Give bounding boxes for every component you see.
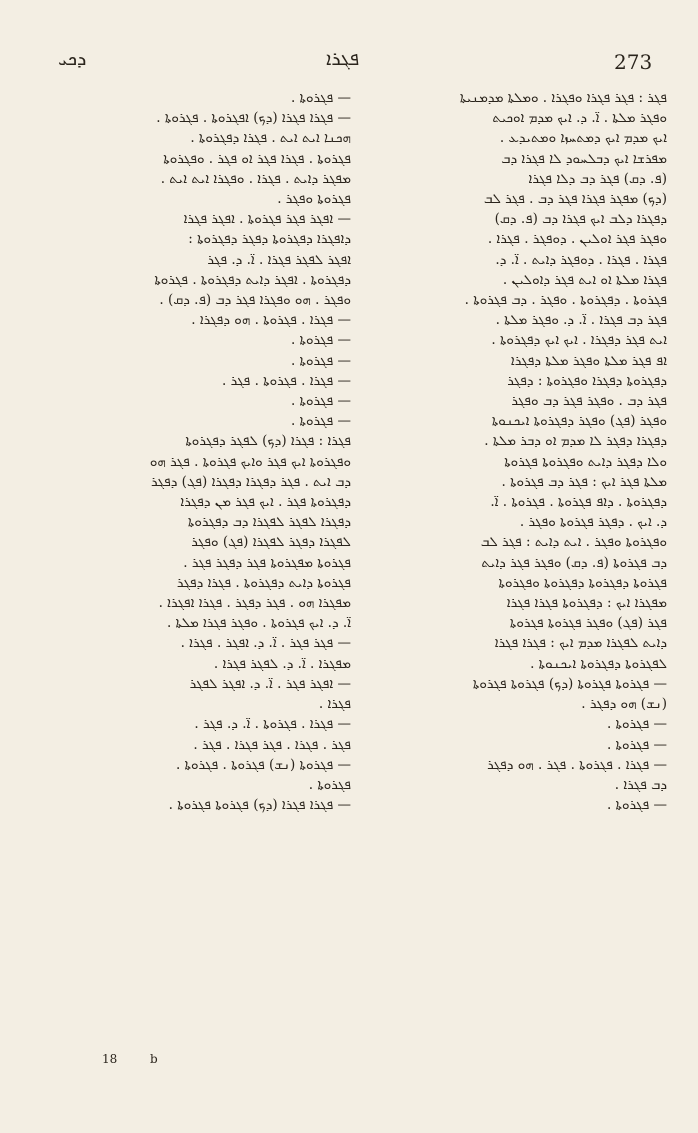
text-line: — ܦܓܪܐ ܦܓܪܐ (ܕܟ) ܦܓܪܘܬܐ ܦܓܪܘܬܐ .	[168, 797, 351, 814]
text-line: ܦܓܪܘܬܐ . ܕܦܓܪܘܬܐ . ܘܦܓܪ . ܕܒ ܦܓܪܘܬܐ .	[464, 292, 667, 309]
text-line: ܡܦܪܫܐ ܐܝܟ ܕܒܠܚܘܕ ܠܐ ܦܓܪܐ ܕܒ	[501, 150, 667, 167]
page-number: 273	[614, 50, 653, 74]
text-line: (ܢܫ) ܗܘ ܕܦܓܪ .	[581, 696, 667, 713]
text-line: ܘܦܓܪ (ܦܓ) ܘܦܓܪ ܕܦܓܪܘܬܐ ܐܝܟܢܘܬܐ	[491, 413, 667, 430]
running-head-center: ܦܓܪܐ	[326, 48, 360, 70]
text-line: ܦܓܪ ܕܒ . ܘܦܓܪ ܦܓܪ ܕܒ ܘܦܓܪ	[511, 393, 667, 410]
text-line: ܘܦܓܪ ܦܓܪ ܐܘܠܝܢ . ܕܘܦܓܪ . ܦܓܪܐ .	[487, 231, 667, 248]
right-text-column	[383, 88, 667, 1048]
text-line: — ܦܓܪܘܬܐ .	[290, 393, 351, 410]
text-line: — ܦܓܪܐ . ܦܓܪܘܬܐ . ܗܘ ܕܦܓܪܐ .	[191, 312, 351, 329]
text-line: ܦܓܪܐ : ܦܓܪܐ (ܕܟ) ܠܦܓܪ ܕܦܓܪܘܬܐ	[185, 433, 351, 450]
text-line: ܕܒ ܦܓܪܐ .	[614, 776, 667, 793]
text-line: ܡܦܓܪܐ ܐܝܟ : ܕܦܓܪܘܬܐ ܦܓܪܐ ܦܓܪܐ	[506, 595, 667, 612]
text-line: ܦܓܪܘܬܐ .	[308, 776, 351, 793]
text-line: ܦܓܪܘܬܐ ܕܐܝܬ ܕܦܓܪܘܬܐ . ܦܓܪܐ ܕܦܓܪ	[176, 574, 351, 591]
text-line: — ܦܓܪܘܬܐ ܦܓܪܘܬܐ (ܕܟ) ܦܓܪܘܬܐ ܦܓܪܘܬܐ	[472, 675, 667, 692]
text-line: ܘܦܓܪܘܬܐ ܐܝܟ ܦܓܪ ܘܐܝܟ ܦܓܪܘܬܐ . ܦܓܪ ܗܘ	[149, 453, 351, 470]
text-line: ܦܓܪ ܕܒ ܦܓܪܐ . ܐ̈. ܕ. ܘܦܓܪ ܡܠܬܐ .	[495, 312, 667, 329]
text-line: ܕܦܓܪܘܬܐ ܕܦܓܪܐ ܘܦܓܪܘܬܐ : ܕܦܓܪ	[507, 372, 667, 389]
page-header	[0, 0, 698, 80]
text-line: ܐܝܬ ܦܓܪ ܕܦܓܪܐ . ܐܝܟ ܐܝܟ ܕܦܓܪܘܬܐ .	[491, 332, 667, 349]
text-line: ܦܓܪܐ . ܦܓܪܐ . ܕܘܦܓܪ ܕܐܝܬ . ܐ̈. ܕ.	[495, 251, 667, 268]
text-line: ܦܓܪܘܬܐ ܘܦܓܪ .	[277, 191, 351, 208]
text-line: ܕ. ܐܝܟ . ܕܦܓܪ ܦܓܪܘܬܐ ܘܦܓܪ .	[519, 514, 667, 531]
text-line: — ܦܓܪܐ . ܦܓܪܘܬܐ . ܦܓܪ . ܗܘ ܕܦܓܪ	[487, 756, 667, 773]
text-line: ܦܓܪܘܬܐ ܕܦܓܪܘܬܐ ܕܦܓܪܘܬܐ ܘܦܓܪܘܬܐ	[498, 574, 667, 591]
text-line: — ܦܓܪܐ ܦܓܪܐ (ܕܟ) ܐܦܓܪܘܬܐ . ܦܓܪܘܬܐ .	[156, 110, 351, 127]
text-line: ܘܦܓܪ ܡܠܬܐ . ܐ̈. ܕ. ܐܝܟ ܡܕܡ ܐܘܟܝܬ	[492, 110, 667, 127]
text-line: ܘܦܓܪܘܬܐ ܘܦܓܪ . ܐܝܬ ܕܐܝܬ : ܦܓܪ ܠܒ	[480, 534, 667, 551]
text-line: ܘܦܓܪ . ܗܘ ܘܦܓܪܐ ܦܓܪ ܕܒ (ܦ. ܕܩ) .	[159, 292, 351, 309]
text-line: ܕܦܓܪܐ ܠܦܓܪ ܠܦܓܪܐ ܕܒ ܕܦܓܪܘܬܐ	[187, 514, 351, 531]
text-line: ܕܦܓܪܐ ܕܠܒ ܐܝܟ ܦܓܪܐ ܕܒ (ܦ. ܕܩ)	[494, 211, 667, 228]
text-line: — ܦܓܪܘܬܐ .	[606, 716, 667, 733]
text-line: — ܦܓܪܐ . ܦܓܪܘܬܐ . ܦܓܪ .	[222, 372, 351, 389]
printer-signature: 18	[102, 1052, 118, 1066]
text-line: ܦܓܪܐ ܡܠܬܐ ܐܘ ܐܝܬ ܦܓܪ ܕܐܘܠܝܢ .	[502, 271, 667, 288]
text-line: ܕܦܓܪܘܬܐ . ܕܐܦ ܦܓܪܘܬܐ . ܦܓܪܘܬܐ . ܐ̈.	[490, 494, 667, 511]
text-line: ܠܦܓܪܐ ܕܦܓܪ ܠܦܓܪܐ (ܦܓ) ܘܦܓܪ	[191, 534, 351, 551]
text-line: ܡܠܬܐ ܦܓܪ ܐܝܟ : ܦܓܪ ܕܒ ܦܓܪܘܬܐ .	[501, 473, 667, 490]
text-line: ܕܐܝܬ ܠܦܓܪܐ ܡܕܡ ܐܝܟ : ܦܓܪܐ ܦܓܪܐ	[494, 635, 667, 652]
text-line: ܦܓܪ . ܦܓܪܐ . ܦܓܪ ܦܓܪܐ . ܦܓܪ .	[193, 736, 351, 753]
text-line: ܡܦܓܪ ܕܐܝܬ . ܦܓܪܐ . ܘܦܓܪܐ ܐܝܬ ܐܝܬ .	[160, 170, 351, 187]
text-line: ܗܟܢܐ ܐܝܬ ܐܝܬ . ܦܓܪܐ ܕܦܓܪܘܬܐ .	[190, 130, 351, 147]
text-line: ܦܓܪ (ܦܓ) ܘܦܓܪ ܦܓܪܘܬܐ ܦܓܪܘܬܐ	[509, 615, 667, 632]
text-line: (ܕܟ) ܡܦܓܪ ܦܓܪܐ ܦܓܪ ܕܒ . ܦܓܪ ܠܒ	[483, 191, 667, 208]
text-line: — ܦܓܪܐ . ܦܓܪܘܬܐ . ܐ̈. ܕ. ܦܓܪ .	[194, 716, 351, 733]
text-line: — ܦܓܪܘܬܐ .	[290, 352, 351, 369]
printer-signature-letter: b	[150, 1052, 158, 1066]
text-line: ܕܦܓܪܐ ܕܦܓܪ ܠܐ ܡܕܡ ܐܘ ܕܒܪ ܡܠܬܐ .	[484, 433, 667, 450]
text-line: — ܦܓܪܘܬܐ (ܢܫ) ܦܓܪܘܬܐ . ܦܓܪܘܬܐ .	[175, 756, 351, 773]
text-line: ܕܦܓܪܘܬܐ ܦܓܪ . ܐܝܟ ܦܓܪ ܡܢ ܕܦܓܪܐ	[180, 494, 351, 511]
text-line: ܐܦ ܦܓܪ ܡܠܬܐ ܘܦܓܪ ܡܠܬܐ ܕܦܓܪܐ	[510, 352, 667, 369]
text-line: ܠܦܓܪܘܬܐ ܕܦܓܪܘܬܐ ܐܝܟܢܘܬܐ .	[530, 655, 667, 672]
text-line: — ܐܦܓܪ ܦܓܪ ܦܓܪܘܬܐ . ܐܦܓܪ ܦܓܪܐ	[183, 211, 351, 228]
text-line: ܕܦܓܪܘܬܐ . ܐܦܓܪ ܕܐܝܬ ܕܦܓܪܘܬܐ . ܦܓܪܘܬܐ	[154, 271, 351, 288]
text-line: — ܦܓܪܘܬܐ .	[290, 413, 351, 430]
text-line: ܦܓܪ : ܦܓܪ ܦܓܪܐ ܘܦܓܪܐ . ܘܡܠܬܐ ܡܕܡܢܝܬܐ	[459, 90, 667, 106]
text-line: ܦܓܪܘܬܐ . ܦܓܪܐ ܦܓܪ ܐܘ ܦܓܪ . ܘܦܓܪܘܬܐ	[163, 150, 351, 167]
text-line: — ܐܦܓܪ ܦܓܪ . ܐ̈. ܕ. ܐܦܓܪ ܠܦܓܪ	[189, 675, 351, 692]
text-line: — ܦܓܪܘܬܐ .	[606, 797, 667, 814]
text-line: ܐܦܓܪ ܠܦܓܪ ܦܓܪܐ . ܐ̈. ܕ. ܦܓܪ	[207, 251, 351, 268]
text-line: ܦܓܪܘܬܐ ܡܦܓܪܘܬܐ ܦܓܪ ܕܦܓܪ ܦܓܪ .	[183, 554, 351, 571]
text-line: ܕܒ ܦܓܪܘܬܐ (ܦ. ܕܩ) ܘܦܓܪ ܦܓܪ ܕܐܝܬ	[481, 554, 667, 571]
text-line: ܘܠܐ ܕܦܓܪ ܕܐܝܬ ܘܦܓܪܘܬܐ ܦܓܪܘܬܐ	[504, 453, 667, 470]
text-line: — ܦܓܪ ܦܓܪ . ܐ̈. ܕ. ܐܦܓܪ . ܦܓܪܐ .	[180, 635, 351, 652]
text-line: (ܦ. ܕܩ) ܦܓܪ ܕܒ ܕܠܐ ܦܓܪܐ	[528, 170, 667, 187]
text-line: — ܦܓܪܘܬܐ .	[290, 332, 351, 349]
text-line: ܐܝܟ ܡܕܡ ܐܝܟ ܕܡܬܚܙܐ ܘܡܬܝܕܥ .	[499, 130, 667, 147]
text-line: ܕܐܦܓܪܐ ܕܦܓܪܘܬܐ ܕܦܓܪ ܕܦܓܪܘܬܐ :	[188, 231, 351, 248]
text-line: ܡܦܓܪܐ ܗܘ . ܦܓܪ ܕܦܓܪ . ܦܓܪܐ ܐܦܓܪܐ .	[158, 595, 351, 612]
text-line: ܦܓܪܐ .	[318, 696, 351, 713]
text-line: — ܦܓܪܘܬܐ .	[606, 736, 667, 753]
running-head-left: ܕܟܝ	[58, 48, 87, 70]
text-line: — ܦܓܪܘܬܐ .	[290, 90, 351, 106]
text-line: ܡܦܓܪܐ . ܐ̈. ܕ. ܠܦܓܪ ܦܓܪܐ .	[213, 655, 351, 672]
text-line: ܐ̈. ܕ. ܐܝܟ ܦܓܪܘܬܐ . ܘܦܓܪ ܦܓܪܐ ܡܠܬܐ .	[166, 615, 351, 632]
left-text-column	[67, 88, 351, 1048]
text-line: ܕܒ ܐܝܬ . ܦܓܪ ܕܦܓܪܐ ܕܦܓܪܐ (ܦܓ) ܕܦܓܪ	[151, 473, 351, 490]
